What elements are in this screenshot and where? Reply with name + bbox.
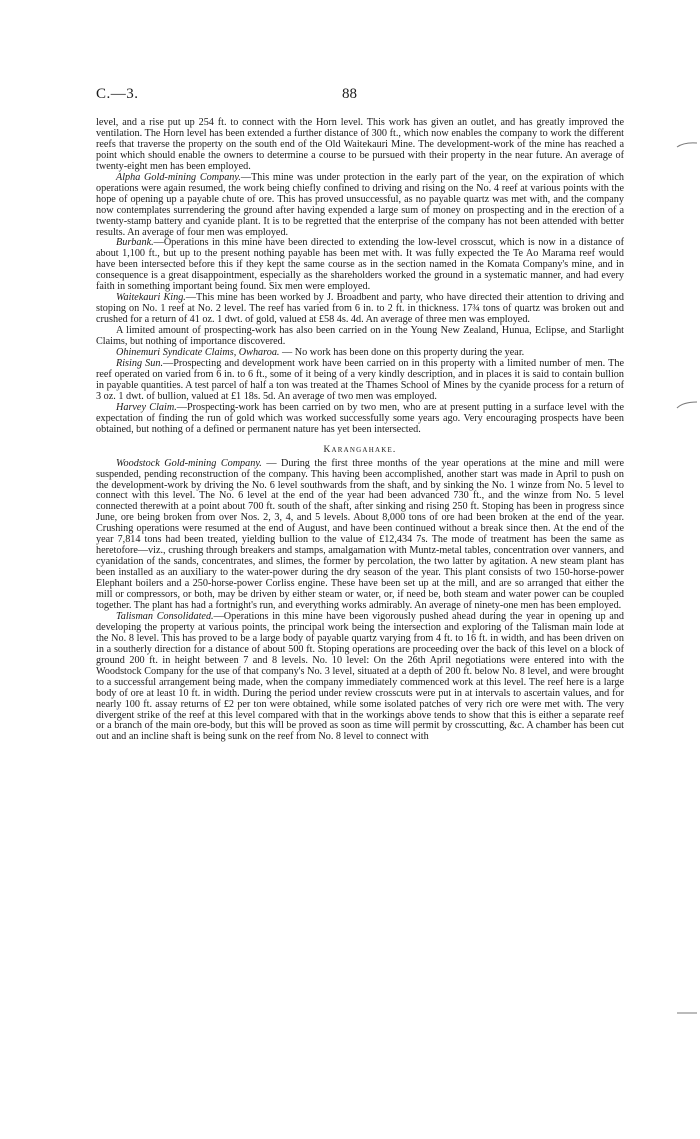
paragraph-text: — No work has been done on this property during the year.	[279, 347, 525, 359]
paragraph-title: Harvey Claim.	[116, 401, 177, 413]
paragraph-title: Burbank.	[116, 237, 154, 249]
paragraph	[96, 612, 624, 743]
paragraph-title: Alpha Gold-mining Company.	[116, 171, 241, 183]
paragraph	[96, 359, 624, 403]
paragraph-title: Waitekauri King.	[116, 292, 186, 304]
page-header	[96, 86, 624, 108]
paragraph-text: A limited amount of prospecting-work has also been carried on in the Young New Zealand, Hunua, Eclipse, and Starlight Claims, but nothing of importance discovered.	[96, 325, 624, 348]
paragraph-text: level, and a rise put up 254 ft. to connect with the Horn level. This work has given an outlet, and has greatly improved the ventilation. The Horn level has been extended a further distance of 300 ft., which now enables the company to work the different reefs that traverse the property on the south end of the Old Waitekauri Mine. The development-work of the mine has reached a point which should enable the owners to determine a course to be pursued with their property in the near future. An average of twenty-eight men has been employed.	[96, 117, 624, 172]
margin-mark-icon	[676, 140, 698, 150]
paragraph	[96, 403, 624, 436]
margin-mark-icon	[676, 400, 698, 410]
paragraph	[96, 293, 624, 326]
paragraph	[96, 118, 624, 173]
paragraph-text: —Operations in this mine have been vigorously pushed ahead during the year in opening up and developing the property at various points, the principal work being the intersection and exploring of the Talisman main lode at the No. 8 level. This has proved to be a large body of payable quartz varying from 4 ft. to 16 ft. in width, and has been driven on in a southerly direction for a distance of about 500 ft. Stoping operations are proceeding over the back of this level on a block of ground 200 ft. in height between 7 and 8 levels. No. 10 level: On the 26th April negotiations were entered into with the Woodstock Company for the use of that company's No. 3 level, situated at a depth of 200 ft. below No. 8 level, and were brought to a successful arrangement being made, when the company immediately commenced work at this level. The reef here is a large body of ore at least 10 ft. in width. During the period under review crosscuts were put in at intervals to ascertain values, and for nearly 100 ft. assay returns of £2 per ton were obtained, while some isolated patches of very rich ore were met with. The very divergent strike of the reef at this level compared with that in the workings above tends to show that this is either a separate reef or a branch of the main ore-body, but this will be proved as soon as time will permit by crosscutting, &c. A chamber has been cut out and an incline shaft is being sunk on the reef from No. 8 level to connect with	[96, 610, 624, 743]
paragraph-text: — During the first three months of the year operations at the mine and mill were suspended, pending reconstruction of the company. This having been accomplished, another start was made in April to push on the development-work by driving the No. 6 level southwards from the shaft, and by sinking the No. 1 winze from No. 5 level to connect with this level. The No. 6 level at the end of the year had been advanced 730 ft., and the winze from No. 5 level connected therewith at a point about 700 ft. south of the shaft, after sinking and rising 250 ft. Stoping has been in progress since June, ore being broken from over Nos. 2, 3, 4, and 5 levels. About 8,000 tons of ore had been broken at the end of the year. Crushing operations were resumed at the end of August, and have been continued without a break since then. At the end of the year 7,814 tons had been treated, yielding bullion to the value of £12,434 7s. The mode of treatment has been the same as heretofore—viz., crushing through breakers and stamps, amalgamation with Muntz-metal tables, concentration over vanners, and cyanidation of the sands, concentrates, and slimes, the former by percolation, the two latter by agitation. A new steam plant has been installed as an auxiliary to the water-power during the dry season of the year. This plant consists of two 150-horse-power Elephant boilers and a 250-horse-power Corliss engine. These have been set up at the mill, and are so arranged that either the mill or compressors, or both, may be driven by either steam or water, or, if need be, both steam and water power can be coupled together. The plant has had a fortnight's run, and everything works admirably. An average of ninety-one men has been employed.	[96, 457, 624, 611]
paragraph-title: Ohinemuri Syndicate Claims, Owharoa.	[116, 347, 280, 359]
paragraph-title: Woodstock Gold-mining Company.	[116, 457, 262, 469]
paragraph	[96, 173, 624, 239]
page-number: 88	[342, 86, 357, 102]
paragraph-text: —Prospecting-work has been carried on by two men, who are at present putting in a surface level with the expectation of finding the run of gold which was worked successfully some years ago. Very encouraging prospects have been obtained, but nothing of a defined or permanent nature has yet been intersected.	[96, 401, 624, 435]
paragraph	[96, 326, 624, 348]
section-heading: Karangahake.	[323, 444, 397, 455]
document-reference: C.—3.	[96, 86, 139, 102]
paragraph-text: —Operations in this mine have been directed to extending the low-level crosscut, which is now in a distance of about 1,100 ft., but up to the present nothing payable has been met with. It was fully expected the Te Ao Marama reef would have been intersected before this if they kept the same course as in the section named in the Komata Company's mine, and in consequence is a great disappointment, especially as the shareholders worked the ground in a systematic manner, and had every faith in something important being found. Six men were employed.	[96, 237, 624, 293]
paragraph-title: Rising Sun.	[116, 357, 164, 369]
page-body	[96, 118, 624, 743]
paragraph-text: —This mine was under protection in the early part of the year, on the expiration of which operations were again resumed, the work being chiefly confined to driving and rising on the No. 4 reef at various points with the hope of opening up a payable chute of ore. This has proved unsuccessful, as no payable quartz was met with, and the company now contemplates surrendering the ground after having expended a large sum of money on prospecting and in the erection of a twenty-stamp battery and cyanide plant. It is to be regretted that the enterprise of the company has not been attended with better results. An average of four men was employed.	[96, 171, 624, 238]
paragraph	[96, 238, 624, 293]
paragraph	[96, 459, 624, 612]
margin-mark-icon	[676, 1008, 698, 1018]
paragraph-text: —Prospecting and development work have been carried on in this property with a limited number of men. The reef operated on varied from 6 in. to 6 ft., some of it being of a very kindly description, and in places it is said to contain bullion in payable quantities. A test parcel of half a ton was treated at the Thames School of Mines by the cyanide process for a return of 3 oz. 1 dwt. of bullion, valued at £1 18s. 5d. An average of two men was employed.	[96, 357, 624, 402]
paragraph-text: —This mine has been worked by J. Broadbent and party, who have directed their attention to driving and stoping on No. 1 reef at No. 2 level. The reef has varied from 6 in. to 2 ft. in thickness. 17¾ tons of quartz was broken out and crushed for a return of 41 oz. 1 dwt. of gold, valued at £58 4s. 4d. An average of three men was employed.	[96, 292, 624, 326]
paragraph-title: Talisman Consolidated.	[116, 610, 214, 622]
